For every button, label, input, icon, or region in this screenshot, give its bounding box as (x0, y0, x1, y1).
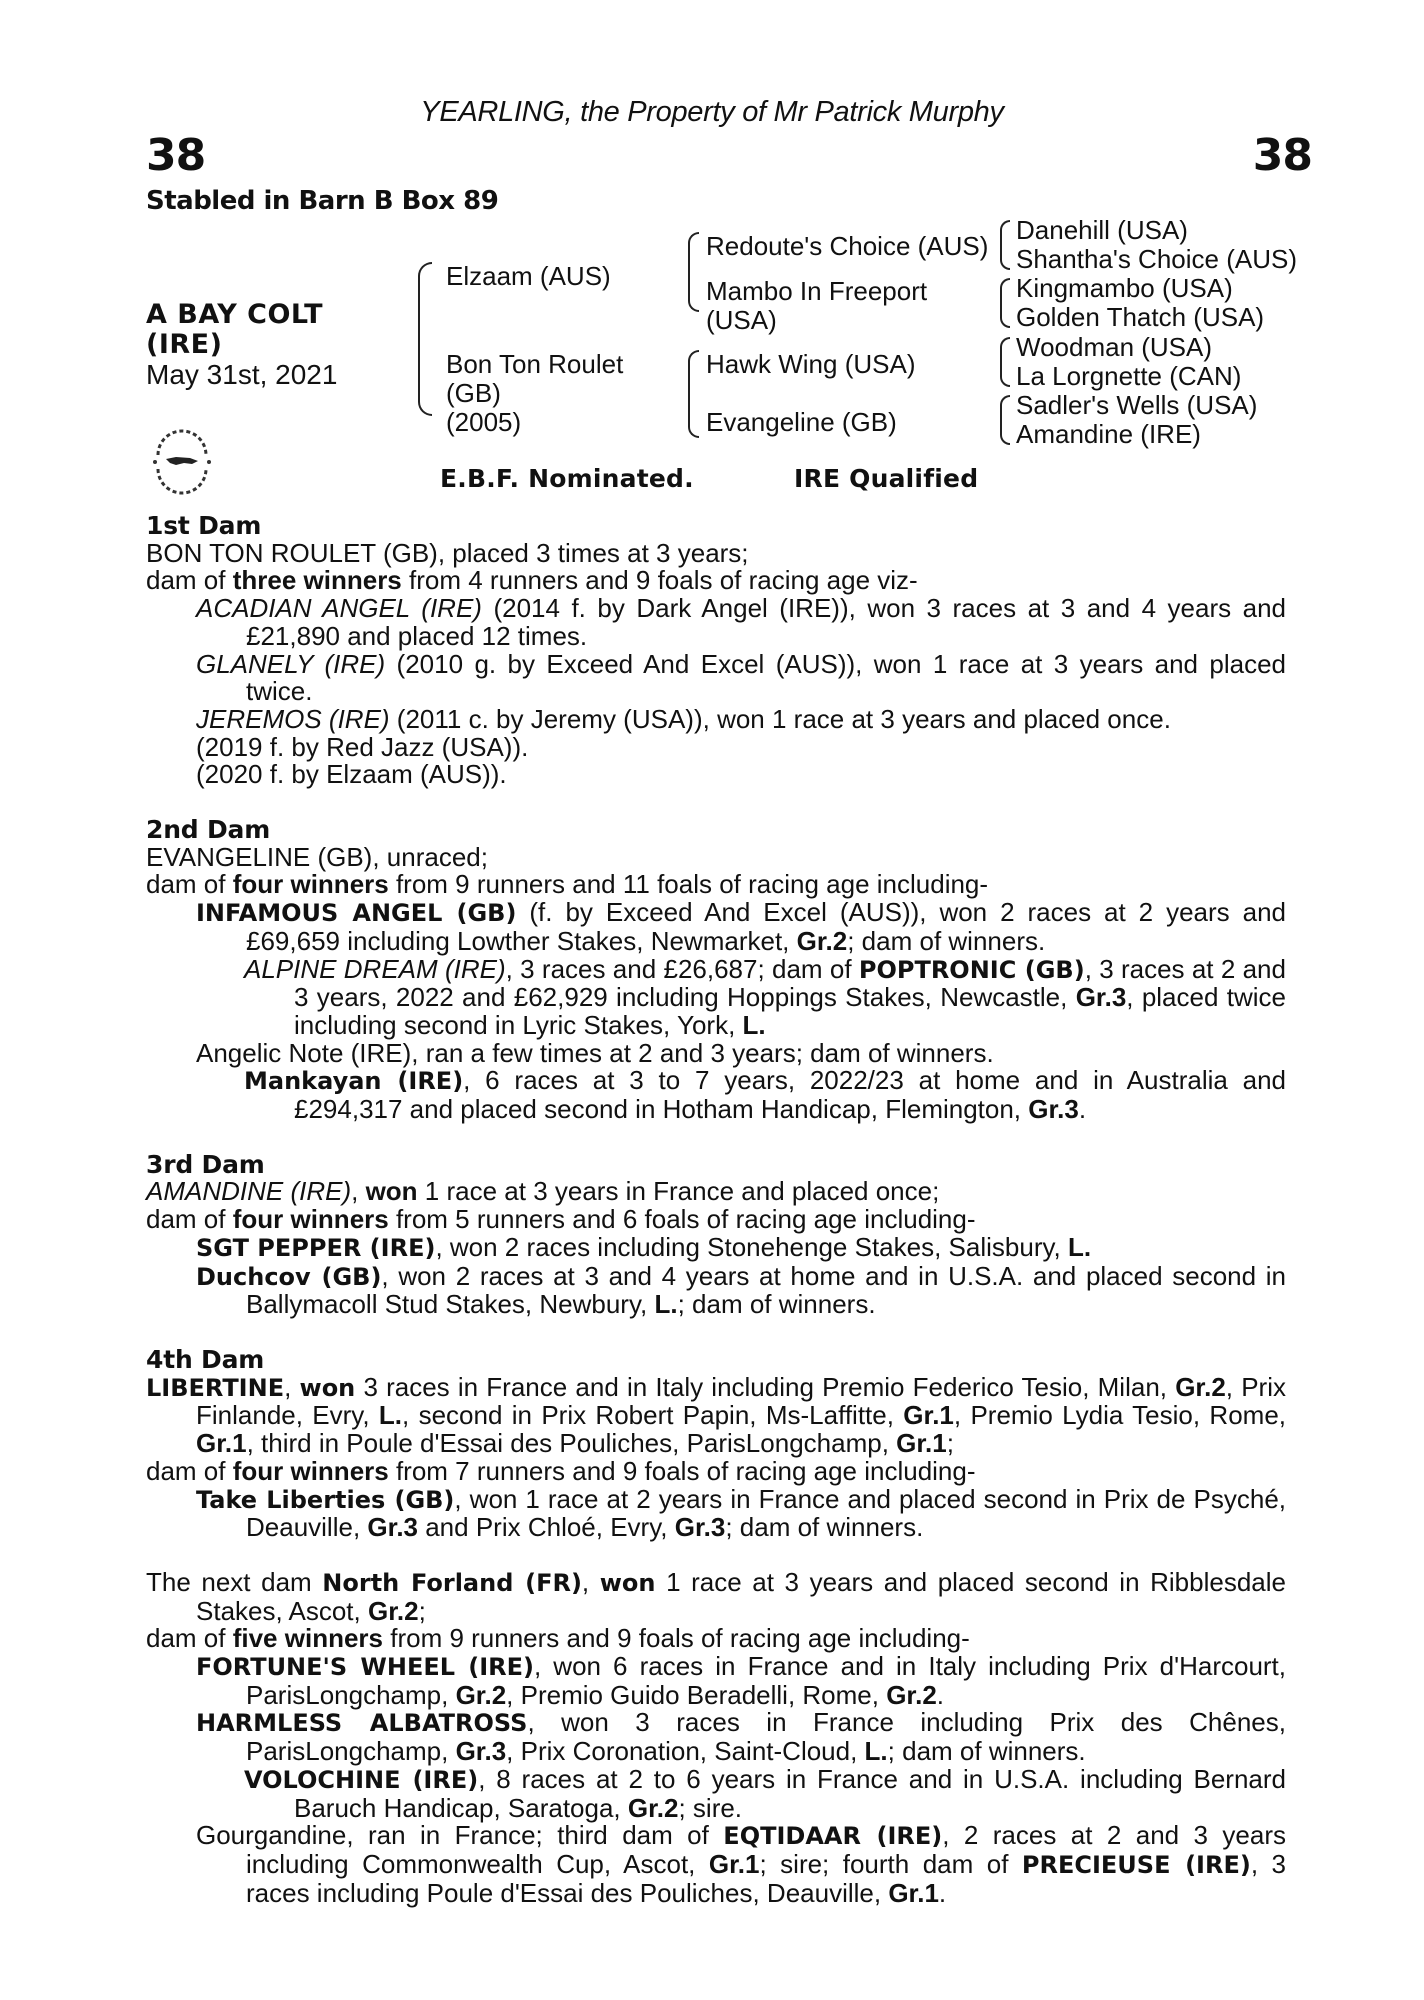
entry-text: . (936, 1679, 945, 1710)
pedigree-entry (146, 1231, 1286, 1263)
horse-name-emphasis: SGT PEPPER (IRE) (196, 1233, 436, 1262)
pedigree-bracket (1000, 220, 1010, 270)
entry-text: , Prix Finlande, Evry, (196, 1371, 1286, 1431)
pedigree-gen4-7: Sadler's Wells (USA) (1016, 390, 1258, 420)
horse-name-emphasis: FORTUNE'S WHEEL (IRE) (196, 1653, 534, 1682)
entry-text: ; dam of winners. (725, 1512, 924, 1543)
bold-text: Gr.3 (367, 1512, 418, 1543)
entry-text: , 3 races at 2 and 3 years, 2022 and £62,929 including Hoppings Stakes, Newcastle, (294, 953, 1286, 1013)
entry-text: . (938, 1877, 947, 1908)
bold-text: Gr.2 (886, 1679, 937, 1710)
horse-name-italic: ACADIAN ANGEL (IRE) (196, 593, 482, 624)
entry-text: (2014 f. by Dark Angel (IRE)), won 3 races at 3 and 4 years and £21,890 and placed 12 times. (246, 593, 1286, 651)
running-head: YEARLING, the Property of Mr Patrick Murphy (420, 96, 1004, 128)
entry-text: ; (946, 1428, 954, 1459)
entry-text: 1 race at 3 years in France and placed once; (417, 1176, 940, 1207)
entry-text: , 2 races at 2 and 3 years including Commonwealth Cup, Ascot, (246, 1820, 1287, 1879)
bold-text: L. (378, 1400, 403, 1431)
horse-name-italic: JEREMOS (IRE) (196, 703, 390, 734)
horse-name-italic: AMANDINE (IRE) (146, 1176, 352, 1207)
entry-text: ; (418, 1595, 426, 1626)
bold-text: Gr.3 (455, 1736, 507, 1767)
horse-name-emphasis: PRECIEUSE (IRE) (1021, 1850, 1251, 1879)
entry-text: dam of (146, 869, 233, 900)
entry-text: BON TON ROULET (GB), placed 3 times at 3 years; (146, 537, 749, 568)
horse-name-emphasis: Duchcov (GB) (196, 1262, 382, 1291)
entry-text: , third in Poule d'Essai des Pouliches, ParisLongchamp, (246, 1428, 897, 1459)
entry-text: , 6 races at 3 to 7 years, 2022/23 at home and in Australia and £294,317 and placed second in Hotham Handicap, Flemington, (294, 1065, 1286, 1125)
pedigree-entry (146, 1822, 1286, 1907)
pedigree-entry (146, 871, 1286, 899)
pedigree-entry (146, 1566, 1286, 1626)
bold-text: four winners (232, 1204, 389, 1235)
entry-text: , won 6 races in France and in Italy including Prix d'Harcourt, ParisLongchamp, (246, 1651, 1287, 1710)
bold-text: Gr.2 (1175, 1371, 1226, 1402)
pedigree-sire-dam-name: Mambo In Freeport (706, 276, 928, 306)
horse-name-emphasis: Mankayan (IRE) (244, 1067, 464, 1096)
bold-text: Gr.2 (627, 1792, 679, 1823)
breeders-logo-icon (146, 425, 218, 497)
entry-text: ; dam of winners. (847, 925, 1046, 956)
entry-text: dam of (146, 1204, 233, 1235)
lot-number-right: 38 (1252, 130, 1312, 181)
horse-name-line1: A BAY COLT (146, 299, 324, 330)
pedigree-gen4-2: Shantha's Choice (AUS) (1016, 244, 1297, 274)
entry-text: ; sire; fourth dam of (759, 1848, 1022, 1879)
bold-text: Gr.3 (1075, 982, 1127, 1013)
entry-text: , (284, 1371, 300, 1402)
entry-text: dam of (146, 565, 233, 596)
stabling-info: Stabled in Barn B Box 89 (146, 186, 499, 216)
ire-qualified-badge: IRE Qualified (794, 464, 979, 493)
pedigree-entry (146, 761, 1286, 789)
entry-text: , Premio Guido Beradelli, Rome, (506, 1679, 887, 1710)
pedigree-entry (146, 953, 1286, 1040)
pedigree-bracket (418, 262, 432, 416)
pedigree-bracket (688, 350, 699, 438)
bold-text: Gr.2 (796, 925, 848, 956)
pedigree-sire-dam (706, 277, 927, 335)
pedigree-sire: Elzaam (AUS) (446, 261, 611, 291)
bold-text: Gr.2 (455, 1679, 507, 1710)
horse-name-emphasis: HARMLESS ALBATROSS (196, 1709, 528, 1738)
entry-text: , won 2 races including Stonehenge Stakes, Salisbury, (435, 1231, 1068, 1262)
pedigree-entry (146, 1709, 1286, 1765)
horse-name-emphasis: VOLOCHINE (IRE) (244, 1765, 479, 1794)
entry-text: The next dam (146, 1566, 323, 1597)
pedigree-gen4-4: Golden Thatch (USA) (1016, 302, 1265, 332)
pedigree-bracket (1000, 337, 1010, 387)
pedigree-entry (146, 1178, 1286, 1206)
entry-text: (2011 c. by Jeremy (USA)), won 1 race at 3 years and placed once. (389, 703, 1171, 734)
entry-text: ; dam of winners. (677, 1289, 876, 1320)
horse-name-italic: GLANELY (IRE) (196, 648, 386, 679)
pedigree-entry (146, 1483, 1286, 1543)
entry-text: , 3 races and £26,687; dam of (505, 953, 859, 984)
pedigree-gen4-5: Woodman (USA) (1016, 332, 1213, 362)
bold-text: four winners (232, 869, 389, 900)
lot-number-left: 38 (146, 130, 206, 181)
bold-text: Gr.1 (708, 1848, 760, 1879)
pedigree-gen4-6: La Lorgnette (CAN) (1016, 361, 1242, 391)
pedigree-entry (146, 1206, 1286, 1234)
pedigree-entry (146, 1037, 1286, 1068)
pedigree-entry (146, 1763, 1286, 1823)
pedigree-entry (146, 567, 1286, 595)
pedigree-bracket (1000, 395, 1010, 445)
entry-text: EVANGELINE (GB), unraced; (146, 841, 488, 872)
horse-name-emphasis: POPTRONIC (GB) (858, 955, 1085, 984)
pedigree-entry (146, 703, 1286, 734)
pedigree-entry (146, 537, 1286, 568)
pedigree-entry (146, 841, 1286, 872)
horse-name-line2: (IRE) (146, 329, 223, 360)
pedigree-sire-sire: Redoute's Choice (AUS) (706, 231, 989, 261)
entry-text: , 8 races at 2 to 6 years in France and in U.S.A. including Bernard Baruch Handicap, Saratoga, (294, 1763, 1286, 1823)
horse-name-emphasis: North Forland (FR) (322, 1568, 582, 1597)
pedigree-gen4-8: Amandine (IRE) (1016, 419, 1201, 449)
entry-text: from 9 runners and 9 foals of racing age including- (383, 1623, 970, 1654)
section-title: 3rd Dam (146, 1149, 265, 1179)
bold-text: three winners (232, 565, 402, 596)
entry-text: , Prix Coronation, Saint-Cloud, (506, 1736, 865, 1767)
horse-name-emphasis: LIBERTINE (146, 1373, 285, 1402)
entry-text: , 3 races including Poule d'Essai des Pouliches, Deauville, (246, 1848, 1286, 1908)
pedigree-entry (146, 1455, 1286, 1486)
pedigree-bracket (1000, 278, 1010, 328)
entry-text: (2020 f. by Elzaam (AUS)). (196, 759, 507, 790)
horse-name-emphasis: won (599, 1568, 656, 1597)
entry-text: and Prix Chloé, Evry, (418, 1512, 675, 1543)
bold-text: Gr.1 (896, 1428, 947, 1459)
bold-text: four winners (232, 1455, 389, 1486)
bold-text: Gr.3 (674, 1512, 726, 1543)
bold-text: L. (742, 1009, 766, 1040)
entry-text: dam of (146, 1623, 233, 1654)
dam-section (146, 1151, 1286, 1319)
entry-text: dam of (146, 1455, 233, 1486)
dam-section (146, 816, 1286, 1124)
bold-text: Gr.1 (196, 1428, 247, 1459)
horse-name-emphasis: EQTIDAAR (IRE) (723, 1822, 943, 1851)
pedigree-gen4-3: Kingmambo (USA) (1016, 273, 1233, 303)
pedigree-entry (146, 1371, 1287, 1459)
section-title: 4th Dam (146, 1344, 265, 1374)
entry-text: from 4 runners and 9 foals of racing age viz- (401, 565, 918, 596)
pedigree-dam-name: Bon Ton Roulet (446, 349, 624, 379)
entry-text: , placed twice including second in Lyric Stakes, York, (294, 982, 1286, 1040)
bold-text: L. (654, 1289, 678, 1320)
entry-text: 3 races in France and in Italy including Premio Federico Tesio, Milan, (355, 1371, 1176, 1402)
pedigree-entry (146, 1653, 1286, 1709)
bold-text: Gr.1 (888, 1877, 939, 1908)
entry-text: from 9 runners and 11 foals of racing age including- (388, 869, 989, 900)
dam-history (146, 512, 1286, 1907)
ebf-nominated-badge: E.B.F. Nominated. (440, 464, 694, 493)
bold-text: won (365, 1176, 418, 1207)
entry-text: ; dam of winners. (887, 1736, 1086, 1767)
entry-text: Angelic Note (IRE), ran a few times at 2 and 3 years; dam of winners. (196, 1037, 994, 1068)
section-title: 1st Dam (146, 511, 262, 540)
entry-text: , won 2 races at 3 and 4 years at home and in U.S.A. and placed second in Ballymacoll Stud Stakes, Newbury, (246, 1260, 1286, 1320)
horse-description (146, 300, 337, 390)
entry-text: , Premio Lydia Tesio, Rome, (953, 1400, 1287, 1431)
horse-name-emphasis: Take Liberties (GB) (196, 1485, 455, 1514)
dam-section (146, 1566, 1287, 1908)
dam-section (146, 1346, 1286, 1542)
entry-text: (2010 g. by Exceed And Excel (AUS)), won 1 race at 3 years and placed twice. (246, 648, 1286, 707)
entry-text: Gourgandine, ran in France; third dam of (196, 1820, 724, 1851)
pedigree-entry (146, 595, 1286, 650)
entry-text: , (581, 1566, 600, 1597)
pedigree-dam-dam: Evangeline (GB) (706, 407, 897, 437)
horse-name-italic: ALPINE DREAM (IRE) (244, 953, 506, 984)
horse-name-emphasis: won (299, 1373, 356, 1402)
entry-text: , second in Prix Robert Papin, Ms-Laffitte, (402, 1400, 904, 1431)
bold-text: Gr.2 (367, 1595, 419, 1626)
pedigree-sire-dam-country: (USA) (706, 305, 777, 335)
horse-name-emphasis: INFAMOUS ANGEL (GB) (196, 899, 517, 928)
pedigree-bracket (688, 232, 699, 312)
entry-text: ; sire. (678, 1792, 743, 1823)
foaling-date: May 31st, 2021 (146, 359, 338, 390)
dam-section (146, 512, 1286, 789)
pedigree-entry (146, 648, 1286, 707)
pedigree-gen4-1: Danehill (USA) (1016, 215, 1188, 245)
pedigree-entry (146, 899, 1286, 955)
pedigree-dam-year: (2005) (446, 407, 522, 437)
section-title: 2nd Dam (146, 815, 271, 845)
pedigree-dam-sire: Hawk Wing (USA) (706, 349, 916, 379)
pedigree-entry (146, 1260, 1286, 1320)
pedigree-entry (146, 731, 1286, 762)
bold-text: L. (1068, 1231, 1092, 1262)
bold-text: five winners (232, 1623, 383, 1654)
entry-text: . (1078, 1094, 1087, 1125)
bold-text: L. (864, 1736, 888, 1767)
entry-text: (2019 f. by Red Jazz (USA)). (196, 731, 529, 762)
pedigree-entry (146, 1625, 1286, 1653)
pedigree-dam (446, 350, 623, 437)
entry-text: , won 3 races in France including Prix des Chênes, ParisLongchamp, (246, 1707, 1286, 1767)
bold-text: Gr.3 (1028, 1094, 1079, 1125)
entry-text: from 5 runners and 6 foals of racing age including- (388, 1204, 976, 1235)
bold-text: Gr.1 (903, 1400, 954, 1431)
entry-text: , (351, 1176, 366, 1207)
pedigree-entry (146, 1067, 1286, 1123)
pedigree-dam-country: (GB) (446, 378, 501, 408)
entry-text: 1 race at 3 years and placed second in Ribblesdale Stakes, Ascot, (196, 1566, 1286, 1626)
entry-text: from 7 runners and 9 foals of racing age including- (388, 1455, 976, 1486)
entry-text: (f. by Exceed And Excel (AUS)), won 2 races at 2 years and £69,659 including Lowther Stakes, Newmarket, (246, 897, 1286, 956)
entry-text: , won 1 race at 2 years in France and placed second in Prix de Psyché, Deauville, (246, 1483, 1286, 1543)
